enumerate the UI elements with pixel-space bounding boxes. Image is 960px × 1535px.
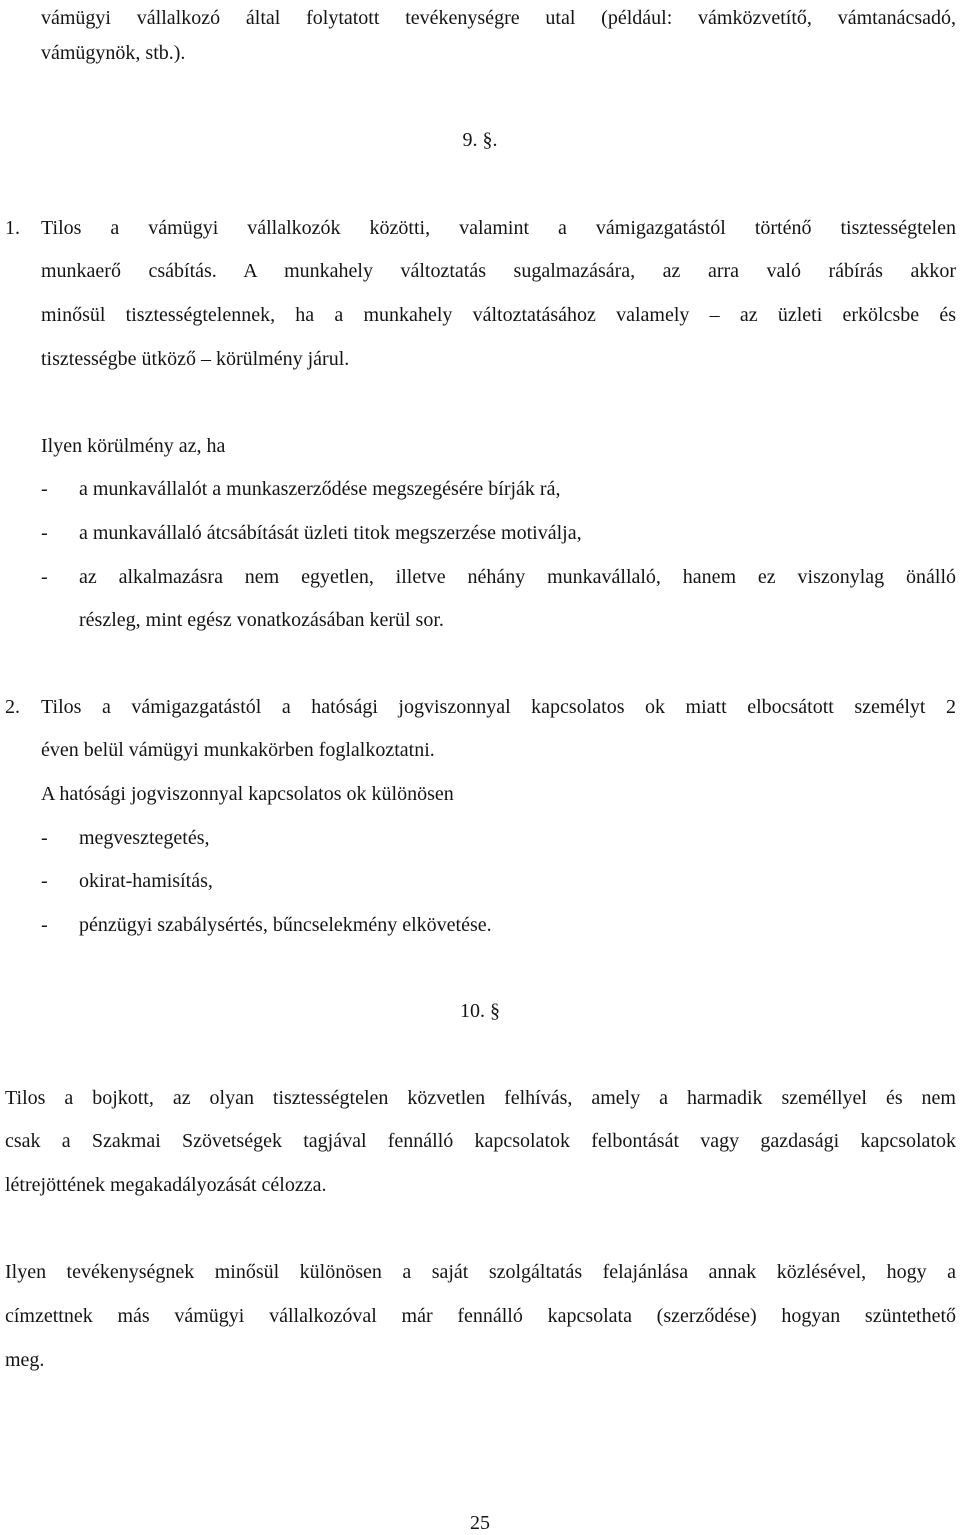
text-line: csak a Szakmai Szövetségek tagjával fennálló kapcsolatok felbontását vagy gazdasági kapcsolatok xyxy=(5,1130,956,1152)
page-number: 25 xyxy=(470,1512,490,1534)
list-dash: - xyxy=(41,914,48,936)
section-heading-10: 10. § xyxy=(460,1000,500,1022)
text-line: Tilos a bojkott, az olyan tisztességtelen közvetlen felhívás, amely a harmadik személlyel és nem xyxy=(5,1087,956,1109)
section-heading-9: 9. §. xyxy=(462,129,498,151)
text-line: munkaerő csábítás. A munkahely változtatás sugalmazására, az arra való rábírás akkor xyxy=(41,260,956,282)
text-line: Ilyen tevékenységnek minősül különösen a saját szolgáltatás felajánlása annak közlésével, hogy a xyxy=(5,1261,956,1283)
list-dash: - xyxy=(41,478,48,500)
list-dash: - xyxy=(41,870,48,892)
list-dash: - xyxy=(41,522,48,544)
text-line: létrejöttének megakadályozását célozza. xyxy=(5,1174,327,1196)
text-line: vámügynök, stb.). xyxy=(41,42,186,64)
text-line: Ilyen körülmény az, ha xyxy=(41,435,226,457)
list-item: megvesztegetés, xyxy=(79,827,210,849)
list-item: a munkavállaló átcsábítását üzleti titok megszerzése motiválja, xyxy=(79,522,582,544)
paragraph-number: 2. xyxy=(5,696,20,718)
list-item: okirat-hamisítás, xyxy=(79,870,213,892)
list-item: pénzügyi szabálysértés, bűncselekmény elkövetése. xyxy=(79,914,492,936)
text-line: éven belül vámügyi munkakörben foglalkoztatni. xyxy=(41,739,435,761)
list-item: az alkalmazásra nem egyetlen, illetve néhány munkavállaló, hanem ez viszonylag önálló xyxy=(79,566,956,588)
list-item: a munkavállalót a munkaszerződése megszegésére bírják rá, xyxy=(79,478,561,500)
text-line: címzettnek más vámügyi vállalkozóval már fennálló kapcsolata (szerződése) hogyan szüntethető xyxy=(5,1305,956,1327)
text-line: tisztességbe ütköző – körülmény járul. xyxy=(41,348,350,370)
list-dash: - xyxy=(41,566,48,588)
text-line: meg. xyxy=(5,1349,45,1371)
text-line: Tilos a vámügyi vállalkozók közötti, valamint a vámigazgatástól történő tisztességtelen xyxy=(41,217,956,239)
list-item-continuation: részleg, mint egész vonatkozásában kerül sor. xyxy=(79,609,444,631)
text-line: minősül tisztességtelennek, ha a munkahely változtatásához valamely – az üzleti erkölcsbe és xyxy=(41,304,956,326)
paragraph-number: 1. xyxy=(5,217,20,239)
list-dash: - xyxy=(41,827,48,849)
text-line: vámügyi vállalkozó által folytatott tevékenységre utal (például: vámközvetítő, vámtanácsadó, xyxy=(41,7,956,29)
text-line: Tilos a vámigazgatástól a hatósági jogviszonnyal kapcsolatos ok miatt elbocsátott személyt 2 xyxy=(41,696,956,718)
text-line: A hatósági jogviszonnyal kapcsolatos ok különösen xyxy=(41,783,454,805)
